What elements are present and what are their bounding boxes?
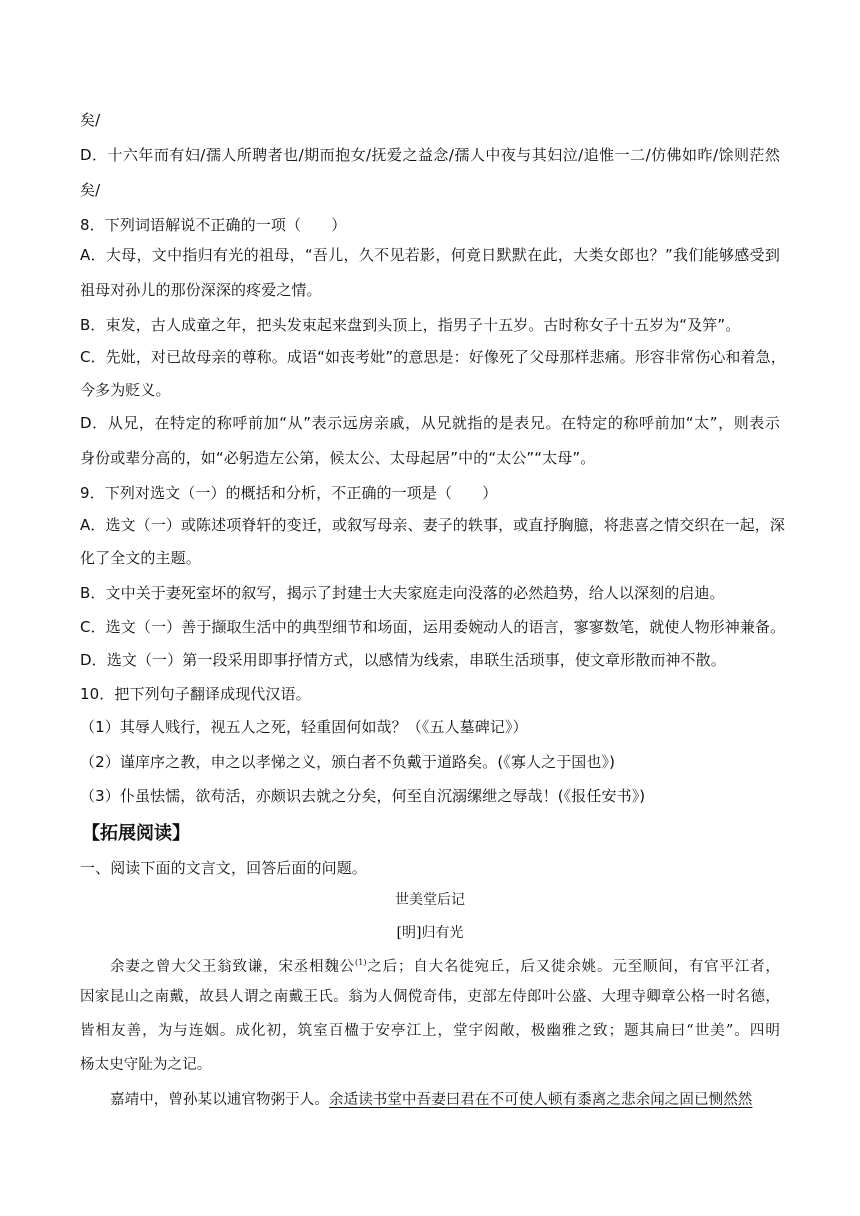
question-8: 8．下列词语解说不正确的一项（ ） [80,216,347,234]
translation-item: （2）谨庠序之教，申之以孝悌之义，颁白者不负戴于道路矣。(《寡人之于国也》) [80,753,616,771]
translation-item: （1）其辱人贱行，视五人之死，轻重固何如哉？（《五人墓碑记》） [80,718,528,736]
section-heading: 【拓展阅读】 [82,823,190,844]
text-line: 矣/ [80,181,101,199]
paragraph-text: 嘉靖中，曾孙某以逋官物粥于人。 [110,1092,329,1108]
paragraph-text: 余妻之曾大父王翁致谦，宋丞相魏公 [110,958,355,975]
paragraph-line: 因家昆山之南戴，故县人谓之南戴王氏。翁为人倜傥奇伟，吏部左侍郎叶公盛、大理寺卿章公格一时名德， [80,989,780,1005]
article-title: 世美堂后记 [395,892,465,908]
text-line: 今多为贬义。 [80,381,171,399]
text-line: C．选文（一）善于撷取生活中的典型细节和场面，运用委婉动人的语言，寥寥数笔，就使人物形神兼备。 [80,618,786,636]
text-line: 矣/ [80,111,101,129]
article-author: [明]归有光 [396,925,464,941]
text-line: B．文中关于妻死室坏的叙写，揭示了封建士大夫家庭走向没落的必然趋势，给人以深刻的启迪。 [80,584,725,602]
section-instruction: 一、阅读下面的文言文，回答后面的问题。 [80,859,367,877]
paragraph-line [110,953,780,977]
text-line: 祖母对孙儿的那份深深的疼爱之情。 [80,281,322,299]
text-line: D．选文（一）第一段采用即事抒情方式，以感情为线索，串联生活琐事，使文章形散而神不散。 [80,651,726,669]
text-line: 身份或辈分高的，如“必躬造左公第，候太公、太母起居”中的“太公”“太母”。 [80,449,596,467]
paragraph-line [110,1090,752,1110]
text-line: D．从兄，在特定的称呼前加“从”表示远房亲戚，从兄就指的是表兄。在特定的称呼前加“太”，则表示 [80,414,780,432]
paragraph-line: 杨太史守阯为之记。 [80,1057,212,1073]
paragraph-text: 之后；自大名徙宛丘，后又徙余姚。元至顺间，有官平江者， [366,958,780,975]
question-9: 9．下列对选文（一）的概括和分析，不正确的一项是（ ） [80,484,498,502]
text-line: B．束发，古人成童之年，把头发束起来盘到头顶上，指男子十五岁。古时称女子十五岁为“及笄”。 [80,316,741,334]
text-line: A．选文（一）或陈述项脊轩的变迁，或叙写母亲、妻子的轶事，或直抒胸臆，将悲喜之情交织在一起，深 [80,516,785,534]
text-line: C．先妣，对已故母亲的尊称。成语“如丧考妣”的意思是：好像死了父母那样悲痛。形容非常伤心和着急， [80,348,786,366]
question-10: 10．把下列句子翻译成现代汉语。 [80,685,311,703]
footnote-marker: (1) [354,958,367,967]
underlined-sentence: 余适读书堂中吾妻曰君在不可使人顿有黍离之悲余闻之固已恻然然 [329,1092,753,1108]
translation-item: （3）仆虽怯懦，欲苟活，亦颇识去就之分矣，何至自沉溺缧绁之辱哉！(《报任安书》) [80,787,646,805]
text-line: 化了全文的主题。 [80,549,201,567]
text-line: D．十六年而有妇/孺人所聘者也/期而抱女/抚爱之益念/孺人中夜与其妇泣/追惟一二/仿佛如昨/馀则茫然 [80,146,780,164]
text-line: A．大母，文中指归有光的祖母，“吾儿，久不见若影，何竟日默默在此，大类女郎也？”我们能够感受到 [80,246,780,264]
paragraph-line: 皆相友善，为与连姻。成化初，筑室百楹于安亭江上，堂宇闳敞，极幽雅之致；题其扁曰“世美”。四明 [80,1023,780,1039]
